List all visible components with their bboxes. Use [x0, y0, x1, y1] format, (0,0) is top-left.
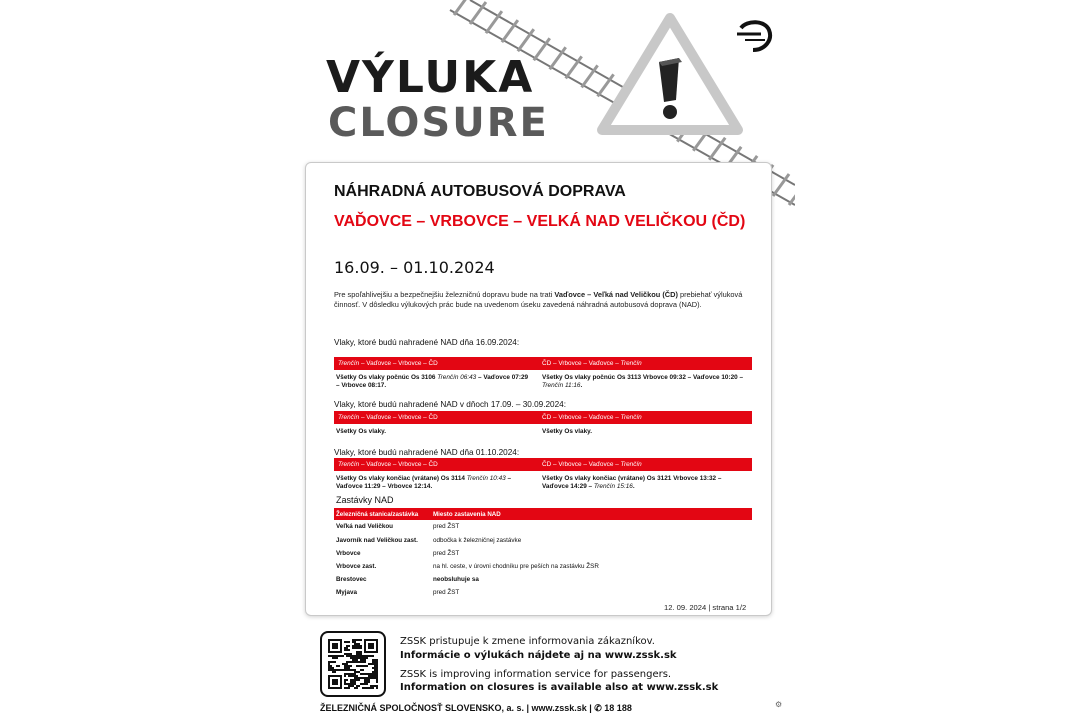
title-main: VÝLUKA: [326, 52, 535, 103]
qr-module: [350, 653, 352, 655]
qr-module: [360, 669, 362, 671]
qr-module: [358, 639, 360, 641]
qr-module: [364, 683, 366, 685]
qr-module: [376, 673, 378, 675]
qr-module: [338, 655, 340, 657]
qr-module: [368, 663, 370, 665]
qr-module: [358, 679, 360, 681]
qr-module: [348, 675, 350, 677]
qr-module: [350, 655, 352, 657]
qr-module: [358, 677, 360, 679]
qr-module: [356, 653, 358, 655]
qr-module: [352, 679, 354, 681]
qr-module: [348, 673, 350, 675]
stop-row: Myjava pred ŽST: [336, 589, 460, 596]
stop-row: Veľká nad Veličkou pred ŽST: [336, 523, 460, 530]
qr-module: [348, 649, 350, 651]
qr-module: [366, 683, 368, 685]
qr-module: [370, 687, 372, 689]
col-place-header: Miesto zastavenia NAD: [433, 511, 501, 518]
qr-module: [374, 667, 376, 669]
qr-module: [370, 673, 372, 675]
qr-module: [360, 651, 362, 653]
qr-module: [360, 665, 362, 667]
qr-module: [354, 683, 356, 685]
qr-module: [332, 669, 334, 671]
qr-module: [354, 655, 356, 657]
gear-icon: ⚙: [775, 700, 783, 709]
qr-module: [364, 659, 366, 661]
qr-module: [346, 661, 348, 663]
qr-module: [370, 675, 372, 677]
qr-module: [350, 683, 352, 685]
qr-module: [354, 639, 356, 641]
qr-module: [346, 665, 348, 667]
footer-line-1: ZSSK pristupuje k zmene informovania zákazníkov.: [400, 636, 655, 647]
qr-module: [352, 673, 354, 675]
closure-dates: 16.09. – 01.10.2024: [334, 258, 495, 277]
qr-module: [358, 657, 360, 659]
qr-module: [348, 665, 350, 667]
qr-module: [368, 675, 370, 677]
qr-module: [336, 657, 338, 659]
qr-module: [362, 655, 364, 657]
qr-module: [354, 643, 356, 645]
qr-module: [360, 653, 362, 655]
qr-module: [348, 645, 350, 647]
qr-module: [376, 663, 378, 665]
qr-module: [332, 655, 334, 657]
qr-module: [346, 679, 348, 681]
qr-module: [358, 643, 360, 645]
qr-module: [372, 659, 374, 661]
qr-module: [352, 681, 354, 683]
qr-module: [372, 667, 374, 669]
qr-module: [356, 661, 358, 663]
qr-module: [330, 661, 332, 663]
qr-module: [344, 687, 346, 689]
qr-module: [350, 657, 352, 659]
qr-module: [362, 673, 364, 675]
qr-module: [354, 687, 356, 689]
qr-module: [364, 681, 366, 683]
qr-module: [360, 655, 362, 657]
qr-module: [362, 659, 364, 661]
qr-module: [344, 663, 346, 665]
qr-module: [364, 679, 366, 681]
qr-module: [374, 685, 376, 687]
qr-module: [364, 655, 366, 657]
qr-module: [352, 683, 354, 685]
qr-module: [362, 677, 364, 679]
stop-row: Brestovec neobsluhuje sa: [336, 576, 479, 583]
qr-module: [374, 669, 376, 671]
section-label: Vlaky, ktoré budú nahradené NAD v dňoch 17.09. – 30.09.2024:: [334, 400, 566, 409]
rail-sleeper: [454, 0, 470, 15]
qr-module: [344, 649, 346, 651]
qr-module: [368, 687, 370, 689]
qr-module: [330, 667, 332, 669]
qr-module: [360, 645, 362, 647]
qr-module: [358, 661, 360, 663]
col-station-header: Železničná stanica/zastávka: [336, 511, 419, 518]
direction-header: Trenčín – Vaďovce – Vrbovce – ČD ČD – Vrbovce – Vaďovce – Trenčín: [334, 458, 752, 471]
qr-module: [358, 645, 360, 647]
qr-module: [362, 669, 364, 671]
qr-module: [354, 679, 356, 681]
qr-module: [376, 667, 378, 669]
qr-module: [346, 663, 348, 665]
qr-module: [370, 677, 372, 679]
qr-module: [374, 677, 376, 679]
qr-module: [346, 647, 348, 649]
qr-module: [358, 665, 360, 667]
qr-module: [364, 665, 366, 667]
qr-module: [350, 685, 352, 687]
qr-module: [356, 679, 358, 681]
qr-module: [346, 653, 348, 655]
qr-module: [352, 657, 354, 659]
qr-module: [356, 685, 358, 687]
qr-module: [348, 653, 350, 655]
qr-module: [352, 641, 354, 643]
qr-module: [358, 653, 360, 655]
qr-module: [328, 655, 330, 657]
footer-line-4: Information on closures is available also at www.zssk.sk: [400, 682, 719, 693]
stops-title: Zastávky NAD: [336, 495, 394, 505]
qr-module: [340, 669, 342, 671]
qr-module: [374, 671, 376, 673]
qr-module: [340, 655, 342, 657]
qr-module: [332, 667, 334, 669]
qr-module: [348, 667, 350, 669]
qr-module: [374, 665, 376, 667]
qr-module: [346, 641, 348, 643]
stop-row: Vrbovce pred ŽST: [336, 550, 460, 557]
qr-module: [360, 661, 362, 663]
qr-module: [364, 677, 366, 679]
qr-module: [362, 687, 364, 689]
qr-module: [354, 661, 356, 663]
qr-module: [334, 655, 336, 657]
title-sub: CLOSURE: [328, 100, 549, 146]
qr-module: [332, 643, 338, 649]
qr-module: [362, 683, 364, 685]
qr-module: [366, 679, 368, 681]
qr-module: [342, 669, 344, 671]
qr-module: [372, 675, 374, 677]
qr-module: [344, 673, 346, 675]
stop-row: Vrbovce zast. na hl. ceste, v úrovni chodníku pre peších na zastávku ŽSR: [336, 563, 599, 570]
qr-module: [376, 681, 378, 683]
qr-module: [366, 681, 368, 683]
qr-module: [356, 659, 358, 661]
qr-module: [346, 687, 348, 689]
qr-module: [376, 677, 378, 679]
stop-row: Javorník nad Veličkou zast. odbočka k železničnej zastávke: [336, 537, 522, 544]
qr-module: [360, 659, 362, 661]
qr-module: [354, 671, 356, 673]
qr-module: [360, 673, 362, 675]
qr-module: [358, 671, 360, 673]
qr-module: [360, 639, 362, 641]
qr-module: [346, 655, 348, 657]
qr-module: [338, 669, 340, 671]
company-line: ŽELEZNIČNÁ SPOLOČNOSŤ SLOVENSKO, a. s. | www.zssk.sk | ✆ 18 188: [320, 703, 632, 713]
qr-module: [354, 675, 356, 677]
qr-module: [356, 639, 358, 641]
qr-module: [368, 655, 370, 657]
notice-heading: NÁHRADNÁ AUTOBUSOVÁ DOPRAVA: [334, 183, 626, 200]
qr-module: [332, 661, 334, 663]
qr-module: [334, 657, 336, 659]
qr-module: [344, 667, 346, 669]
qr-module: [376, 675, 378, 677]
direction-header: Trenčín – Vaďovce – Vrbovce – ČD ČD – Vrbovce – Vaďovce – Trenčín: [334, 357, 752, 370]
qr-module: [372, 671, 374, 673]
route-title: VAĎOVCE – VRBOVCE – VELKÁ NAD VELIČKOU (ČD): [334, 213, 746, 230]
qr-module: [348, 655, 350, 657]
qr-module: [336, 669, 338, 671]
qr-module: [354, 681, 356, 683]
qr-module: [348, 685, 350, 687]
qr-module: [332, 657, 334, 659]
qr-module: [354, 645, 356, 647]
qr-module: [370, 655, 372, 657]
qr-module: [330, 669, 332, 671]
qr-module: [352, 685, 354, 687]
qr-pattern: [328, 639, 378, 689]
qr-module: [370, 685, 372, 687]
qr-module: [376, 661, 378, 663]
qr-module: [366, 677, 368, 679]
qr-module: [354, 641, 356, 643]
footer-line-3: ZSSK is improving information service for passengers.: [400, 669, 672, 680]
direction-header: Trenčín – Vaďovce – Vrbovce – ČD ČD – Vrbovce – Vaďovce – Trenčín: [334, 411, 752, 424]
rail-sleeper: [789, 183, 795, 205]
qr-module: [342, 655, 344, 657]
qr-module: [344, 679, 346, 681]
qr-module: [344, 641, 346, 643]
qr-module: [354, 647, 356, 649]
qr-code[interactable]: [320, 631, 386, 697]
qr-module: [372, 673, 374, 675]
qr-module: [374, 661, 376, 663]
qr-module: [372, 677, 374, 679]
qr-module: [366, 687, 368, 689]
qr-module: [352, 661, 354, 663]
qr-module: [344, 653, 346, 655]
qr-module: [376, 671, 378, 673]
qr-module: [348, 683, 350, 685]
qr-module: [350, 679, 352, 681]
qr-module: [352, 659, 354, 661]
qr-module: [352, 675, 354, 677]
qr-module: [374, 659, 376, 661]
qr-module: [372, 655, 374, 657]
qr-module: [370, 663, 372, 665]
qr-module: [360, 647, 362, 649]
qr-module: [368, 673, 370, 675]
qr-module: [360, 657, 362, 659]
qr-module: [332, 679, 338, 685]
qr-module: [344, 669, 346, 671]
qr-module: [344, 665, 346, 667]
qr-module: [376, 669, 378, 671]
qr-module: [356, 651, 358, 653]
qr-module: [330, 655, 332, 657]
qr-module: [330, 665, 332, 667]
qr-module: [368, 643, 374, 649]
qr-module: [360, 677, 362, 679]
qr-module: [334, 669, 336, 671]
qr-module: [328, 669, 330, 671]
qr-module: [328, 667, 330, 669]
qr-module: [354, 669, 356, 671]
section-label: Vlaky, ktoré budú nahradené NAD dňa 16.09.2024:: [334, 338, 520, 347]
qr-module: [352, 647, 354, 649]
qr-module: [328, 661, 330, 663]
qr-module: [356, 675, 358, 677]
intro-text: Pre spoľahlivejšiu a bezpečnejšiu železničnú dopravu bude na trati Vaďovce – Veľká nad Veličkou (ČD) prebiehať výluková činnosť. V dôsledku výlukových prác bude na uvedenom úseku zavedená náhradná autobusová doprava (NAD).: [334, 290, 743, 309]
qr-module: [376, 679, 378, 681]
qr-module: [348, 687, 350, 689]
qr-module: [334, 661, 336, 663]
qr-module: [376, 659, 378, 661]
qr-module: [372, 687, 374, 689]
qr-module: [350, 669, 352, 671]
qr-module: [364, 673, 366, 675]
qr-module: [350, 681, 352, 683]
section-label: Vlaky, ktoré budú nahradené NAD dňa 01.10.2024:: [334, 448, 520, 457]
qr-module: [346, 673, 348, 675]
qr-module: [374, 663, 376, 665]
qr-module: [348, 641, 350, 643]
qr-module: [342, 663, 344, 665]
qr-module: [354, 659, 356, 661]
qr-module: [360, 683, 362, 685]
qr-module: [332, 671, 334, 673]
qr-module: [352, 655, 354, 657]
qr-module: [350, 661, 352, 663]
qr-module: [348, 669, 350, 671]
qr-module: [328, 663, 330, 665]
qr-module: [364, 661, 366, 663]
qr-module: [368, 679, 370, 681]
qr-module: [366, 655, 368, 657]
qr-module: [372, 661, 374, 663]
qr-module: [376, 665, 378, 667]
qr-module: [366, 673, 368, 675]
footer-line-2: Informácie o výlukách nájdete aj na www.zssk.sk: [400, 650, 677, 661]
qr-module: [356, 665, 358, 667]
qr-module: [356, 645, 358, 647]
stops-header: [334, 508, 752, 520]
qr-module: [354, 677, 356, 679]
qr-module: [368, 681, 370, 683]
qr-module: [352, 639, 354, 641]
qr-module: [356, 655, 358, 657]
qr-module: [364, 657, 366, 659]
qr-module: [344, 683, 346, 685]
qr-module: [352, 669, 354, 671]
qr-module: [336, 655, 338, 657]
qr-module: [350, 675, 352, 677]
qr-module: [356, 647, 358, 649]
page-info: 12. 09. 2024 | strana 1/2: [664, 603, 747, 612]
qr-module: [334, 671, 336, 673]
qr-module: [336, 665, 338, 667]
qr-module: [358, 651, 360, 653]
qr-module: [344, 681, 346, 683]
qr-module: [356, 657, 358, 659]
qr-module: [364, 687, 366, 689]
qr-module: [358, 647, 360, 649]
qr-module: [374, 675, 376, 677]
qr-module: [352, 645, 354, 647]
qr-module: [356, 643, 358, 645]
qr-module: [372, 663, 374, 665]
qr-module: [362, 657, 364, 659]
qr-module: [362, 661, 364, 663]
qr-module: [344, 675, 346, 677]
qr-module: [376, 685, 378, 687]
qr-module: [346, 667, 348, 669]
qr-module: [368, 677, 370, 679]
zssk-logo: [735, 18, 775, 54]
qr-module: [354, 657, 356, 659]
warning-triangle-icon: [602, 18, 738, 130]
qr-module: [344, 647, 346, 649]
qr-module: [328, 665, 330, 667]
qr-module: [350, 673, 352, 675]
qr-module: [358, 685, 360, 687]
qr-module: [346, 645, 348, 647]
qr-module: [356, 671, 358, 673]
qr-module: [366, 665, 368, 667]
qr-module: [372, 685, 374, 687]
qr-module: [366, 657, 368, 659]
qr-module: [358, 655, 360, 657]
qr-module: [354, 673, 356, 675]
qr-module: [338, 665, 340, 667]
qr-module: [350, 665, 352, 667]
qr-module: [348, 661, 350, 663]
qr-module: [356, 677, 358, 679]
qr-module: [346, 683, 348, 685]
qr-module: [356, 687, 358, 689]
qr-module: [346, 669, 348, 671]
qr-module: [362, 665, 364, 667]
qr-module: [346, 649, 348, 651]
qr-module: [374, 673, 376, 675]
qr-module: [376, 687, 378, 689]
